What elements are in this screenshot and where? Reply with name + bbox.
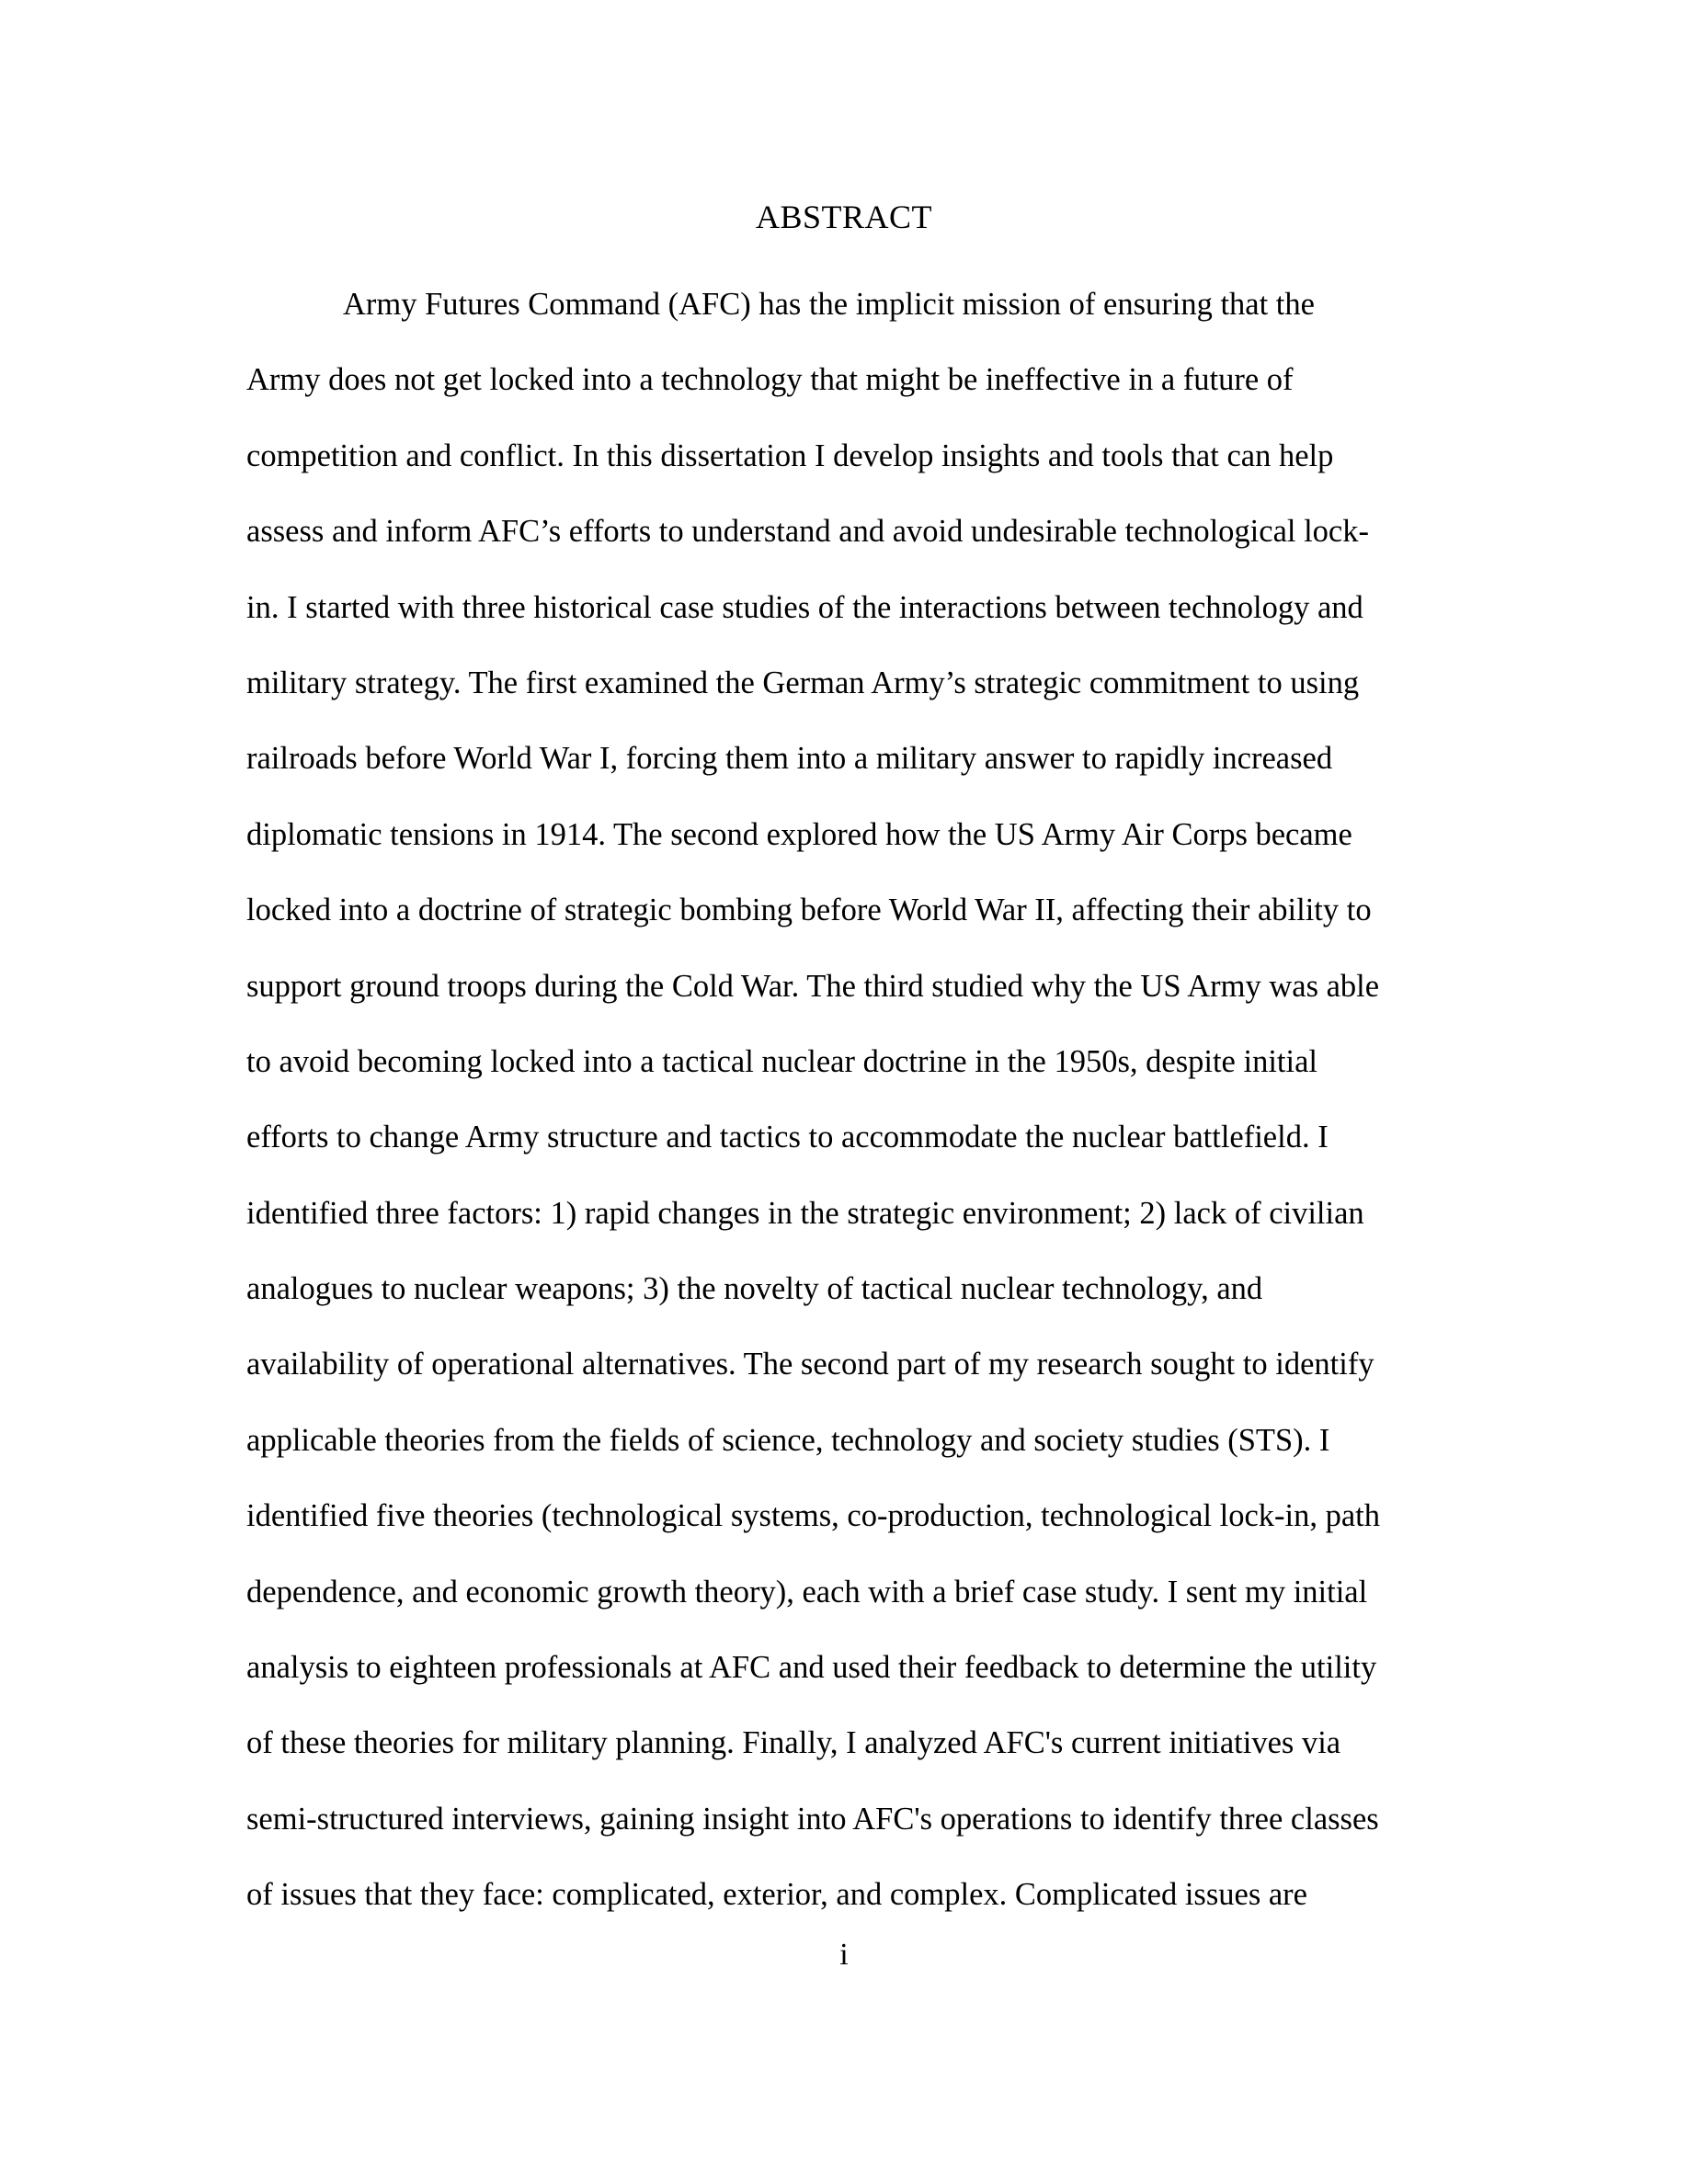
- text-line: analogues to nuclear weapons; 3) the novelty of tactical nuclear technology, and: [246, 1271, 1263, 1307]
- text-line: Army does not get locked into a technology that might be ineffective in a future of: [246, 362, 1294, 398]
- text-line: of these theories for military planning. Finally, I analyzed AFC's current initiatives via: [246, 1725, 1341, 1761]
- text-line: Army Futures Command (AFC) has the implicit mission of ensuring that the: [343, 287, 1315, 322]
- page-number: i: [839, 1938, 849, 1972]
- text-line: to avoid becoming locked into a tactical nuclear doctrine in the 1950s, despite initial: [246, 1043, 1317, 1079]
- text-line: applicable theories from the fields of science, technology and society studies (STS). I: [246, 1422, 1330, 1458]
- text-line: dependence, and economic growth theory), each with a brief case study. I sent my initial: [246, 1574, 1368, 1610]
- page-title: ABSTRACT: [755, 199, 933, 235]
- text-line: assess and inform AFC’s efforts to understand and avoid undesirable technological lock-: [246, 514, 1369, 550]
- text-line: availability of operational alternatives. The second part of my research sought to identify: [246, 1347, 1374, 1382]
- text-line: identified five theories (technological systems, co-production, technological lock-in, path: [246, 1498, 1381, 1534]
- text-line: diplomatic tensions in 1914. The second explored how the US Army Air Corps became: [246, 816, 1352, 852]
- text-line: analysis to eighteen professionals at AFC and used their feedback to determine the utility: [246, 1650, 1377, 1686]
- text-line: competition and conflict. In this dissertation I develop insights and tools that can help: [246, 438, 1334, 473]
- text-line: military strategy. The first examined the German Army’s strategic commitment to using: [246, 665, 1360, 700]
- text-line: locked into a doctrine of strategic bombing before World War II, affecting their ability to: [246, 893, 1372, 928]
- text-line: efforts to change Army structure and tactics to accommodate the nuclear battlefield. I: [246, 1120, 1329, 1155]
- text-line: support ground troops during the Cold War. The third studied why the US Army was able: [246, 968, 1380, 1004]
- text-line: semi-structured interviews, gaining insight into AFC's operations to identify three classes: [246, 1801, 1379, 1837]
- text-line: railroads before World War I, forcing them into a military answer to rapidly increased: [246, 741, 1333, 777]
- abstract-body: [246, 267, 1442, 1933]
- text-line: identified three factors: 1) rapid changes in the strategic environment; 2) lack of civilian: [246, 1195, 1364, 1231]
- text-line: in. I started with three historical case studies of the interactions between technology and: [246, 589, 1363, 625]
- text-line: of issues that they face: complicated, exterior, and complex. Complicated issues are: [246, 1877, 1307, 1913]
